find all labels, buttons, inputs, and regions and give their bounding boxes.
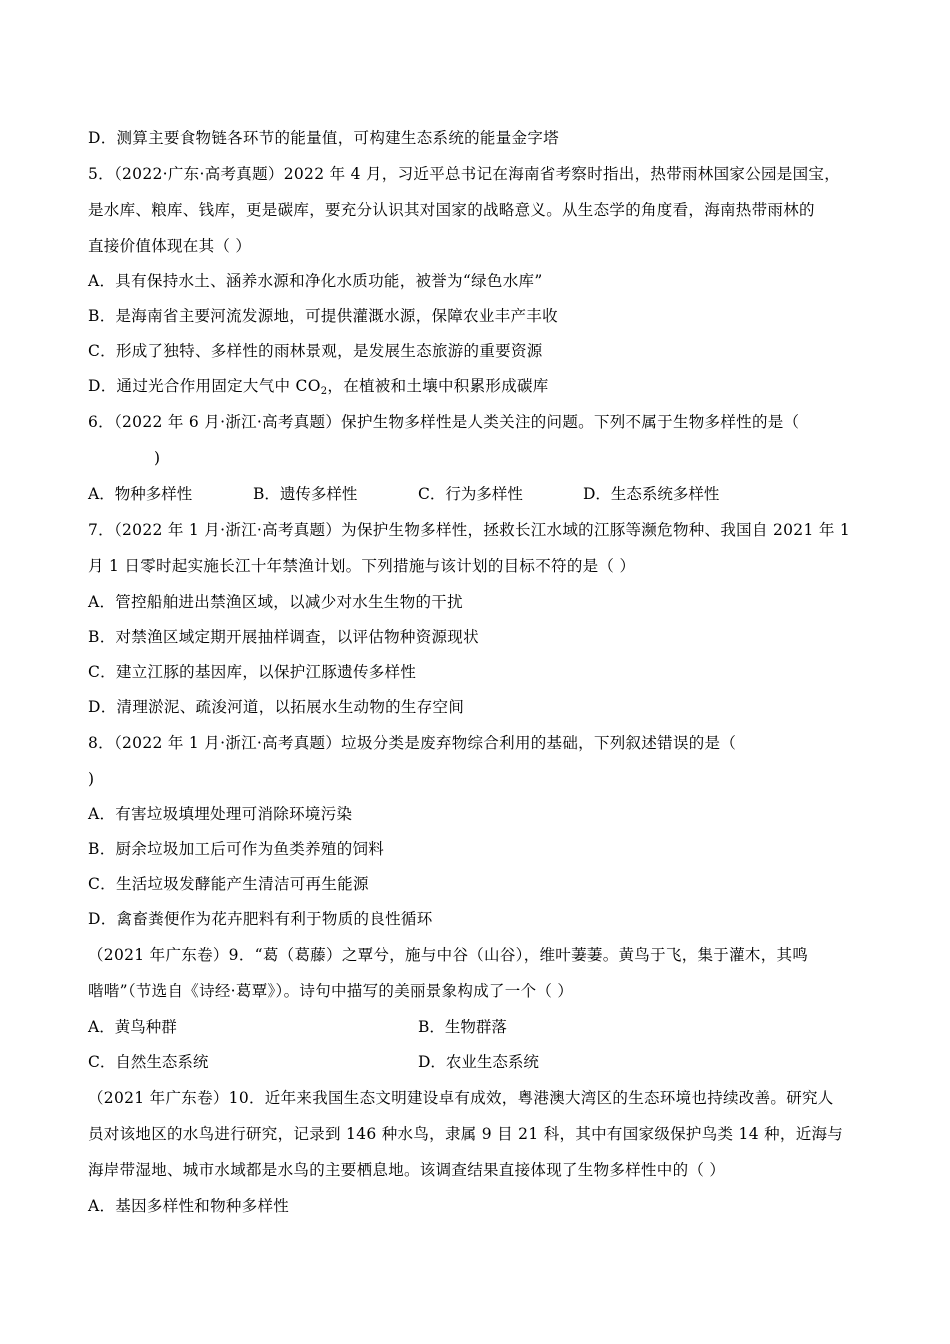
q6-option-d: D．生态系统多样性 (583, 485, 720, 503)
q6-option-c: C．行为多样性 (418, 485, 523, 503)
q5-option-d-text: D．通过光合作用固定大气中 CO (88, 377, 321, 395)
q7-option-c: C．建立江豚的基因库，以保护江豚遗传多样性 (88, 663, 417, 681)
q9-stem-line-2: 喈喈”（节选自《诗经·葛覃》）。诗句中描写的美丽景象构成了一个（ ） (88, 982, 574, 1000)
q10-stem-line-3: 海岸带湿地、城市水域都是水鸟的主要栖息地。该调查结果直接体现了生物多样性中的（ ） (88, 1161, 726, 1179)
q9-option-d: D．农业生态系统 (418, 1053, 539, 1071)
q5-stem-line-2: 是水库、粮库、钱库，更是碳库，要充分认识其对国家的战略意义。从生态学的角度看，海南热带雨林的 (88, 201, 815, 219)
q5-stem-line-3: 直接价值体现在其（ ） (88, 237, 252, 255)
q7-stem-line-1: 7．（2022 年 1 月·浙江·高考真题）为保护生物多样性，拯救长江水域的江豚等濒危物种、我国自 2021 年 1 (88, 521, 851, 539)
q6-stem-line-2: ) (154, 449, 161, 467)
q9-option-c: C．自然生态系统 (88, 1053, 209, 1071)
q8-stem-line-1: 8．（2022 年 1 月·浙江·高考真题）垃圾分类是废弃物综合利用的基础，下列叙述错误的是（ (88, 734, 737, 752)
q8-option-d: D．禽畜粪便作为花卉肥料有利于物质的良性循环 (88, 910, 433, 928)
q4-option-d: D．测算主要食物链各环节的能量值，可构建生态系统的能量金字塔 (88, 129, 559, 147)
q7-option-d: D．清理淤泥、疏浚河道，以拓展水生动物的生存空间 (88, 698, 465, 716)
q8-option-b: B．厨余垃圾加工后可作为鱼类养殖的饲料 (88, 840, 385, 858)
q9-option-a: A．黄鸟种群 (88, 1018, 177, 1036)
q5-option-d (88, 376, 549, 396)
q10-stem-line-2: 员对该地区的水鸟进行研究，记录到 146 种水鸟，隶属 9 目 21 科，其中有国家级保护鸟类 14 种，近海与 (88, 1125, 844, 1143)
q10-stem-line-1: （2021 年广东卷）10．近年来我国生态文明建设卓有成效，粤港澳大湾区的生态环境也持续改善。研究人 (88, 1089, 834, 1107)
q5-option-a: A．具有保持水土、涵养水源和净化水质功能，被誉为“绿色水库” (88, 272, 543, 290)
q5-option-b: B．是海南省主要河流发源地，可提供灌溉水源，保障农业丰产丰收 (88, 307, 558, 325)
q7-option-b: B．对禁渔区域定期开展抽样调查，以评估物种资源现状 (88, 628, 479, 646)
q8-option-c: C．生活垃圾发酵能产生清洁可再生能源 (88, 875, 369, 893)
q6-option-b: B．遗传多样性 (253, 485, 358, 503)
q5-option-d-text-end: ，在植被和土壤中积累形成碳库 (327, 377, 549, 395)
q5-stem-line-1: 5．（2022·广东·高考真题）2022 年 4 月，习近平总书记在海南省考察时指出，热带雨林国家公园是国宝， (88, 165, 841, 183)
q9-option-b: B．生物群落 (418, 1018, 507, 1036)
q6-stem-line-1: 6．（2022 年 6 月·浙江·高考真题）保护生物多样性是人类关注的问题。下列不属于生物多样性的是（ (88, 413, 800, 431)
q8-option-a: A．有害垃圾填埋处理可消除环境污染 (88, 805, 353, 823)
q7-stem-line-2: 月 1 日零时起实施长江十年禁渔计划。下列措施与该计划的目标不符的是（ ） (88, 557, 636, 575)
q7-option-a: A．管控船舶进出禁渔区域，以减少对水生生物的干扰 (88, 593, 463, 611)
q8-stem-line-2: ) (88, 770, 95, 788)
q10-option-a: A．基因多样性和物种多样性 (88, 1197, 290, 1215)
q9-stem-line-1: （2021 年广东卷）9．“葛（葛藤）之覃兮，施与中谷（山谷），维叶萋萋。黄鸟于飞，集于灌木，其鸣 (88, 946, 809, 964)
q5-option-d-subscript: 2 (320, 386, 328, 397)
q5-option-c: C．形成了独特、多样性的雨林景观，是发展生态旅游的重要资源 (88, 342, 543, 360)
q6-option-a: A．物种多样性 (88, 485, 193, 503)
